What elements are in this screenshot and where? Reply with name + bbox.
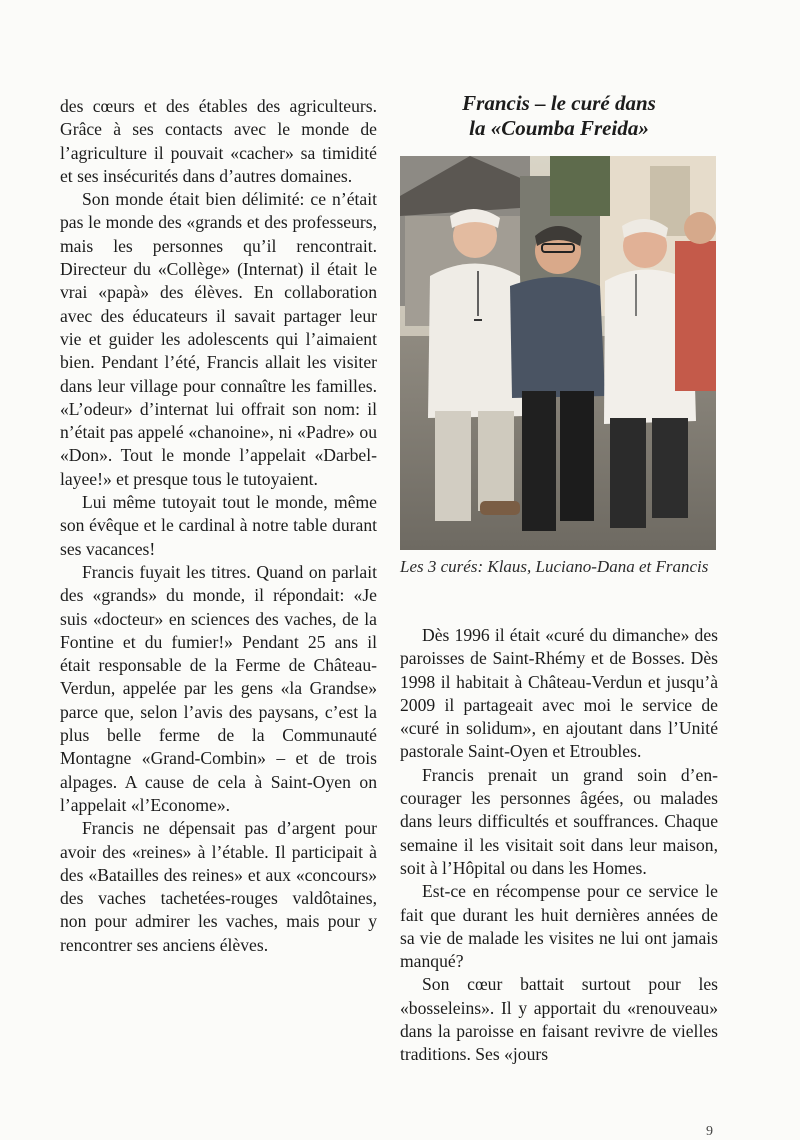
- paragraph: Est-ce en récompense pour ce service le fait que durant les huit dernières années de sa vie de malade les visites ne lui ont jamais manqué?: [400, 881, 718, 972]
- heading-line: Francis – le curé dans: [462, 91, 656, 115]
- paragraph: Francis ne dépensait pas d’argent pour avoir des «reines» à l’étable. Il participait à des «Batailles des reines» et aux «concours» des vaches tachetées-rouges valdôtaines, non pour admirer les vaches, mais pour y rencontrer ses anciens élèves.: [60, 818, 377, 955]
- photo-caption: Les 3 curés: Klaus, Luciano-Dana et Francis: [400, 557, 709, 576]
- heading-line: la «Coumba Freida»: [469, 116, 649, 140]
- paragraph: Son monde était bien délimité: ce n’était pas le monde des «grands et des professeurs, mais les personnes qu’il rencontrait. Directeur du «Collège» (Internat) il était le vrai «papà» des élèves. En collaboration avec des éducateurs il savait partager leur vie et guider les adolescents qui l’aimaient bien. Pendant l’été, Francis allait les visiter dans leur village pour connaître les familles. «L’odeur» d’internat lui offrait son nom: il n’était pas appelé «chanoine», ni «Padre» ou «Don». Tout le monde l’appelait «Darbellayee!» et presque tous le tutoyaient.: [60, 189, 377, 489]
- right-column: [400, 624, 718, 1067]
- paragraph: Francis fuyait les titres. Quand on parlait des «grands» du monde, il répondait: «Je suis «docteur» en sciences des vaches, de la Fontine et du fumier!» Pendant 25 ans il était responsable de la Ferme de Château-Verdun, appelée par les gens «la Grandse» parce que, selon l’avis des paysans, c’est la plus belle ferme de la Communauté Montagne «Grand-Combin» – et de trois alpages. A cause de cela à Saint-Oyen on l’appelait «l’Econome».: [60, 561, 377, 815]
- paragraph: Lui même tutoyait tout le monde, même son évêque et le cardinal à notre table durant ses vacances!: [60, 492, 377, 559]
- page-number: 9: [706, 1124, 713, 1139]
- photo-illustration: [400, 156, 716, 550]
- photo-three-priests: [400, 156, 716, 550]
- paragraph: Francis prenait un grand soin d’encourager les personnes âgées, ou malades dans leurs difficultés et souffrances. Chaque semaine il les visitait soit dans leur maison, soit à l’Hôpital ou dans les Homes.: [400, 764, 718, 878]
- paragraph: Son cœur battait surtout pour les «bosseleins». Il y apportait du «renouveau» dans la paroisse en faisant revivre de vielles traditions. Ses «jours: [400, 974, 718, 1065]
- left-column: [60, 95, 377, 957]
- paragraph: des cœurs et des étables des agriculteurs. Grâce à ses contacts avec le monde de l’agriculture il pouvait «cacher» sa timidité et ses insécurités dans d’autres domaines.: [60, 96, 377, 186]
- section-heading: [400, 91, 718, 141]
- paragraph: Dès 1996 il était «curé du dimanche» des paroisses de Saint-Rhémy et de Bosses. Dès 1998 il habitait à Château-Verdun et jusqu’à 2009 il partageait avec moi le service de «curé in solidum», en ajoutant dans l’Unité pastorale Saint-Oyen et Etroubles.: [400, 625, 718, 762]
